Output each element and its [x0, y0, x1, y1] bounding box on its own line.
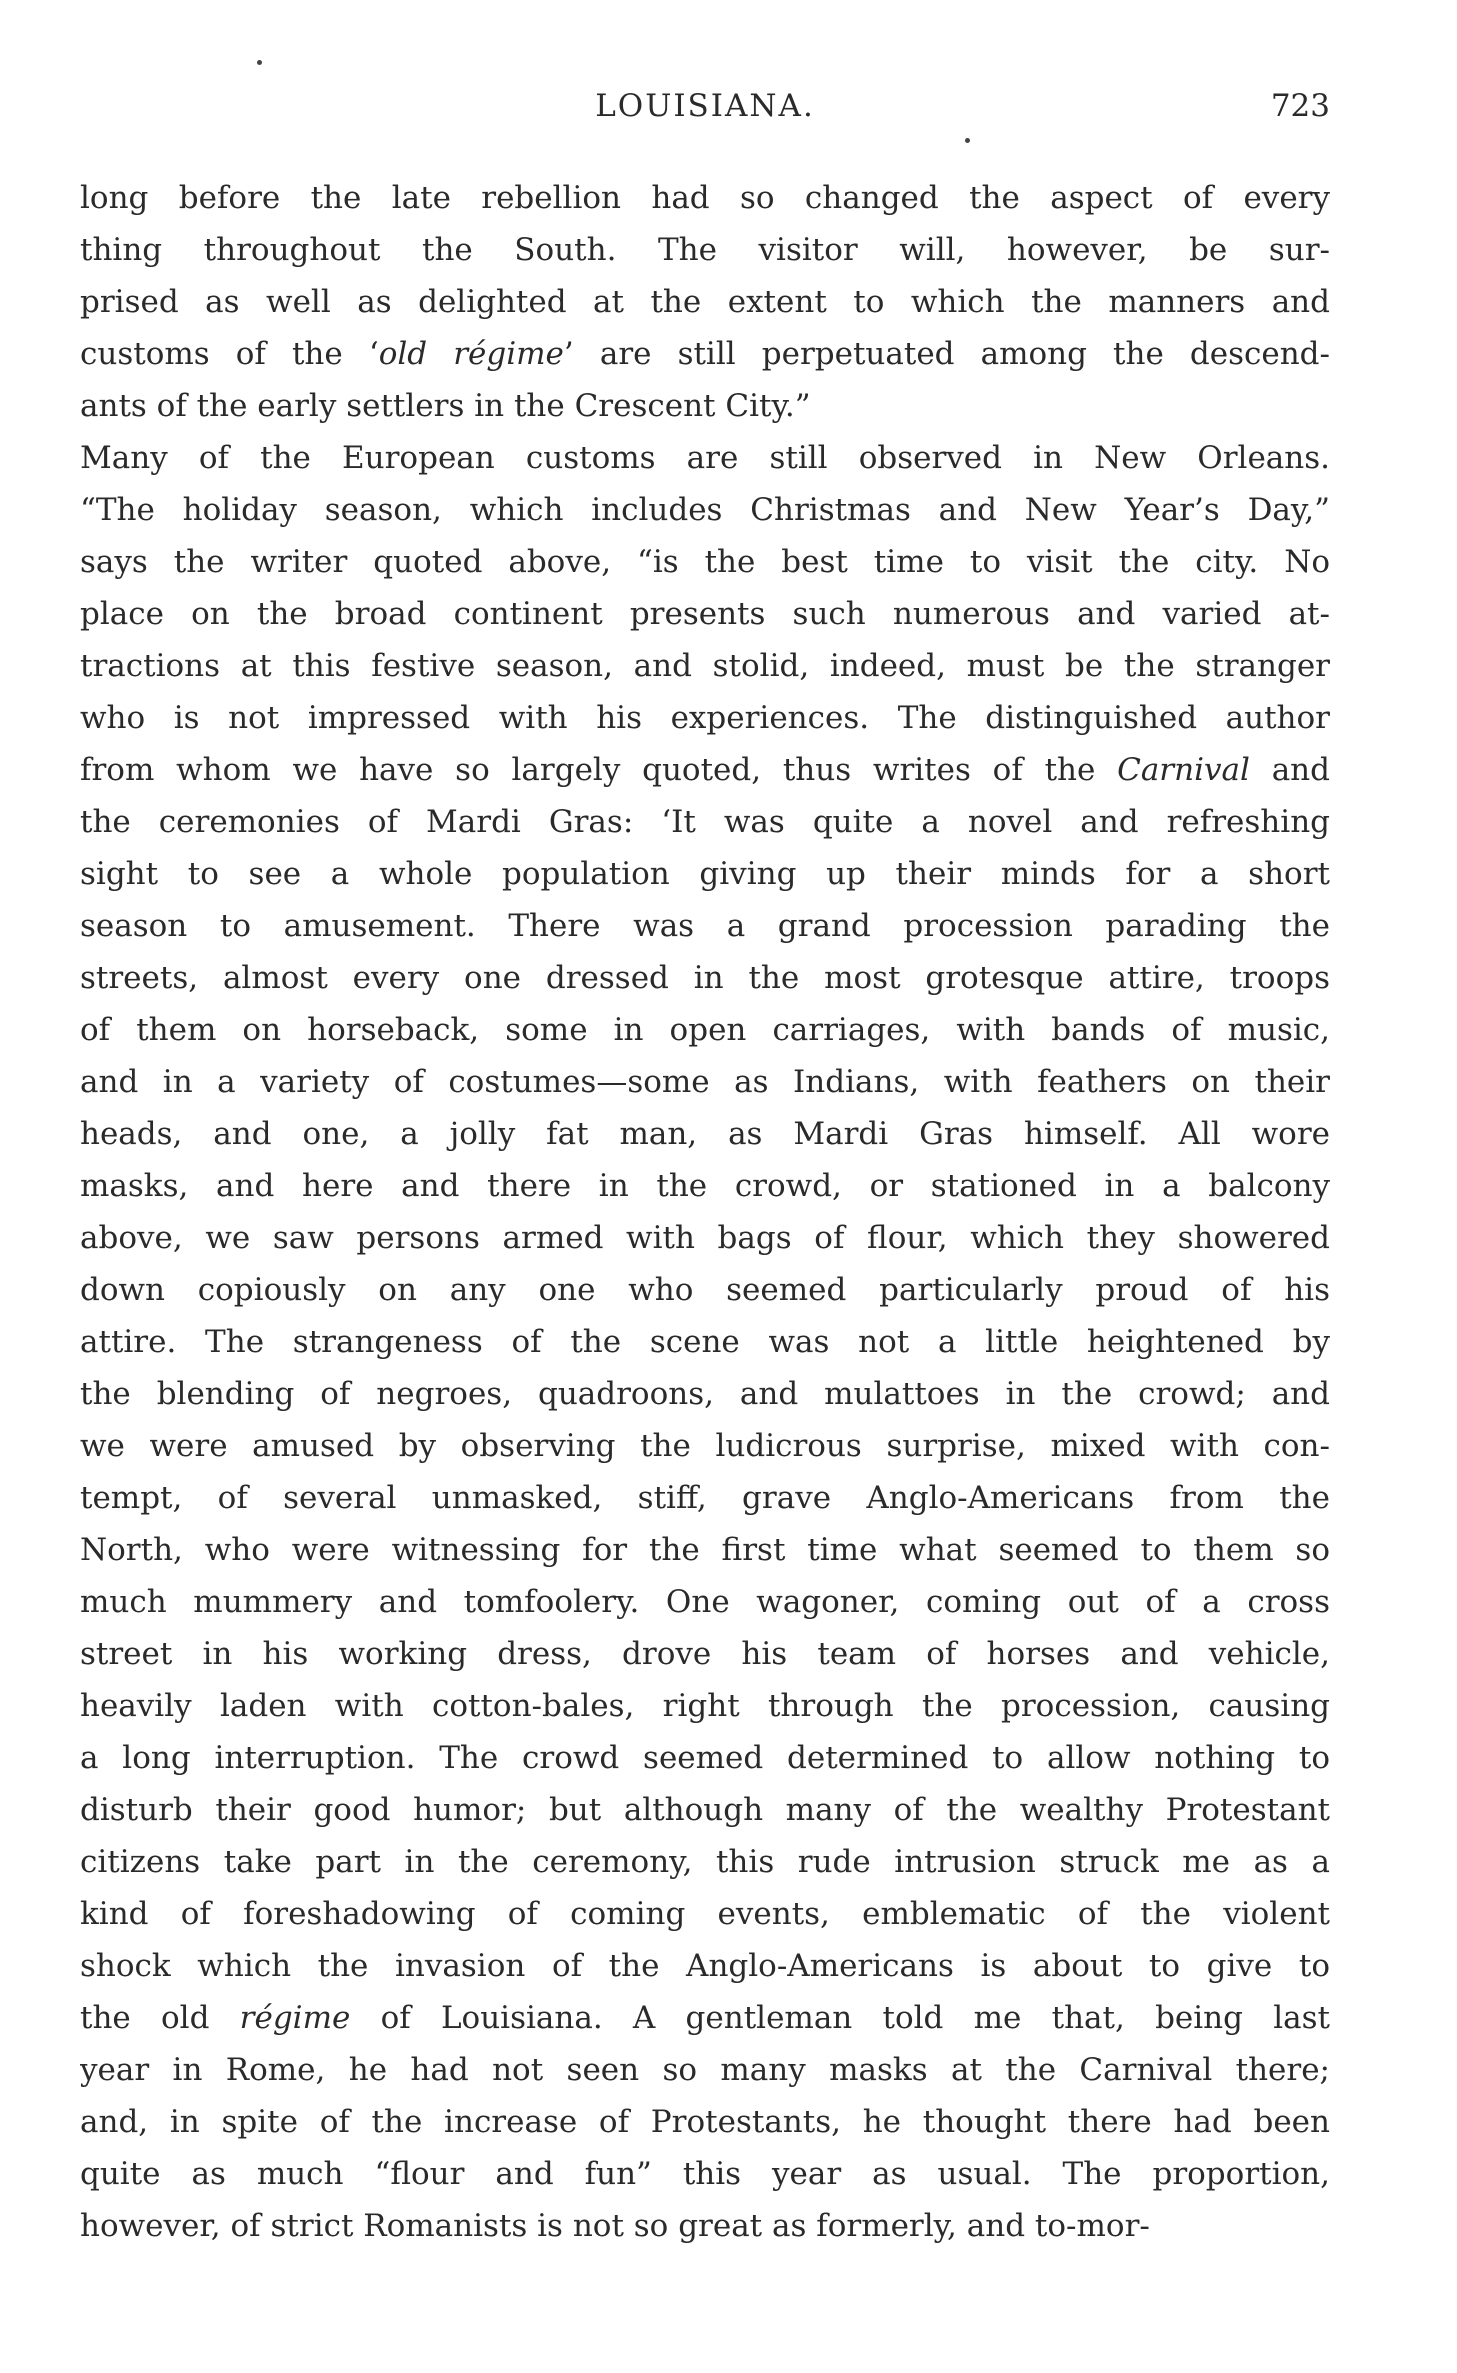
text-line: place on the broad continent presents such numerous and varied at-: [80, 596, 1330, 632]
text-line: North, who were witnessing for the first time what seemed to them so: [80, 1532, 1330, 1568]
text-line: “The holiday season, which includes Christmas and New Year’s Day,”: [80, 492, 1330, 528]
running-head: LOUISIANA.: [595, 88, 815, 124]
text-line: year in Rome, he had not seen so many masks at the Carnival there;: [80, 2052, 1330, 2088]
text-line: shock which the invasion of the Anglo-Americans is about to give to: [80, 1948, 1330, 1984]
text-line: down copiously on any one who seemed particularly proud of his: [80, 1272, 1330, 1308]
text-line: and, in spite of the increase of Protestants, he thought there had been: [80, 2104, 1330, 2140]
text-line: of them on horseback, some in open carriages, with bands of music,: [80, 1012, 1330, 1048]
text-line: disturb their good humor; but although many of the wealthy Protestant: [80, 1792, 1330, 1828]
body-text: [80, 172, 1330, 2252]
text-line: masks, and here and there in the crowd, or stationed in a balcony: [80, 1168, 1330, 1204]
text-line: season to amusement. There was a grand procession parading the: [80, 908, 1330, 944]
text-line: who is not impressed with his experiences. The distinguished author: [80, 700, 1330, 736]
text-line: from whom we have so largely quoted, thus writes of the Carnival and: [80, 752, 1330, 788]
text-line: street in his working dress, drove his team of horses and vehicle,: [80, 1636, 1330, 1672]
text-line: however, of strict Romanists is not so great as formerly, and to-mor-: [80, 2208, 1150, 2244]
text-line: tempt, of several unmasked, stiff, grave Anglo-Americans from the: [80, 1480, 1330, 1516]
text-line: heads, and one, a jolly fat man, as Mardi Gras himself. All wore: [80, 1116, 1330, 1152]
text-line: Many of the European customs are still observed in New Orleans.: [80, 440, 1330, 476]
text-line: much mummery and tomfoolery. One wagoner, coming out of a cross: [80, 1584, 1330, 1620]
text-line: heavily laden with cotton-bales, right through the procession, causing: [80, 1688, 1330, 1724]
text-line: streets, almost every one dressed in the most grotesque attire, troops: [80, 960, 1330, 996]
text-line: customs of the ‘old régime’ are still perpetuated among the descend-: [80, 336, 1330, 372]
text-line: kind of foreshadowing of coming events, emblematic of the violent: [80, 1896, 1330, 1932]
text-line: tractions at this festive season, and stolid, indeed, must be the stranger: [80, 648, 1330, 684]
text-line: long before the late rebellion had so changed the aspect of every: [80, 180, 1330, 216]
page-number: 723: [1270, 88, 1330, 124]
text-line: ants of the early settlers in the Crescent City.”: [80, 388, 811, 424]
page-header: [80, 88, 1330, 138]
text-line: prised as well as delighted at the extent to which the manners and: [80, 284, 1330, 320]
text-line: the blending of negroes, quadroons, and mulattoes in the crowd; and: [80, 1376, 1330, 1412]
text-line: says the writer quoted above, “is the best time to visit the city. No: [80, 544, 1330, 580]
text-line: and in a variety of costumes—some as Indians, with feathers on their: [80, 1064, 1330, 1100]
text-line: the old régime of Louisiana. A gentleman told me that, being last: [80, 2000, 1330, 2036]
ink-speck: [257, 60, 262, 65]
text-line: above, we saw persons armed with bags of flour, which they showered: [80, 1220, 1330, 1256]
text-line: quite as much “flour and fun” this year as usual. The proportion,: [80, 2156, 1330, 2192]
text-line: we were amused by observing the ludicrous surprise, mixed with con-: [80, 1428, 1330, 1464]
text-line: a long interruption. The crowd seemed determined to allow nothing to: [80, 1740, 1330, 1776]
text-line: attire. The strangeness of the scene was not a little heightened by: [80, 1324, 1330, 1360]
ink-speck: [965, 138, 970, 143]
text-line: sight to see a whole population giving up their minds for a short: [80, 856, 1330, 892]
text-line: the ceremonies of Mardi Gras: ‘It was quite a novel and refreshing: [80, 804, 1330, 840]
text-line: citizens take part in the ceremony, this rude intrusion struck me as a: [80, 1844, 1330, 1880]
text-line: thing throughout the South. The visitor will, however, be sur-: [80, 232, 1330, 268]
